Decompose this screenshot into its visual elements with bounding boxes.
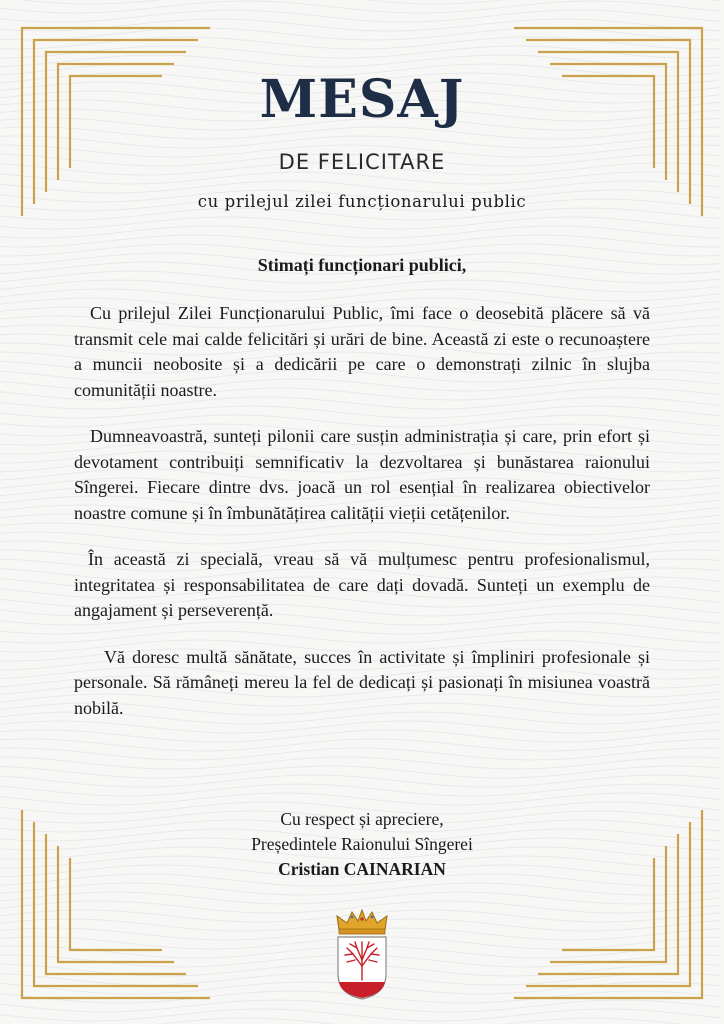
page-subtitle: DE FELICITARE (278, 150, 446, 174)
paragraph-2: Dumneavoastră, sunteți pilonii care susțin administrația și care, prin efort și devotament contribuiți semnificativ la dezvoltarea și bunăstarea raionului Sîngerei. Fiecare dintre dvs. joacă un rol esențial în realizarea obiectivelor noastre comune și în îmbunătățirea calității vieții cetățenilor. (74, 426, 650, 523)
page-title: MESAJ (259, 69, 465, 130)
paragraph-3: În această zi specială, vreau să vă mulțumesc pentru profesionalismul, integritatea și responsabilitatea de care dați dovadă. Sunteți un exemplu de angajament și perseverență. (74, 549, 650, 620)
signature-block (0, 807, 724, 882)
paragraph-1: Cu prilejul Zilei Funcționarului Public, îmi face o deosebită plăcere să vă transmit cele mai calde felicitări și urări de bine. Această zi este o recunoaștere a muncii neobosite și a dedicării pe care o demonstrați zilnic în slujba comunității noastre. (74, 303, 650, 400)
signer-title: Președintele Raionului Sîngerei (251, 834, 473, 854)
letter-greeting: Stimați funcționari publici, (257, 255, 467, 275)
signer-name: Cristian CAINARIAN (278, 859, 446, 879)
closing-line: Cu respect și apreciere, (280, 809, 444, 829)
letter-body (74, 301, 650, 742)
paragraph-4: Vă doresc multă sănătate, succes în activitate și împliniri profesionale și personale. Să rămâneți mereu la fel de dedicați și pasionați în misiunea voastră nobilă. (74, 646, 650, 718)
coat-of-arms-icon (333, 908, 391, 1000)
occasion-line: cu prilejul zilei funcționarului public (197, 192, 527, 211)
